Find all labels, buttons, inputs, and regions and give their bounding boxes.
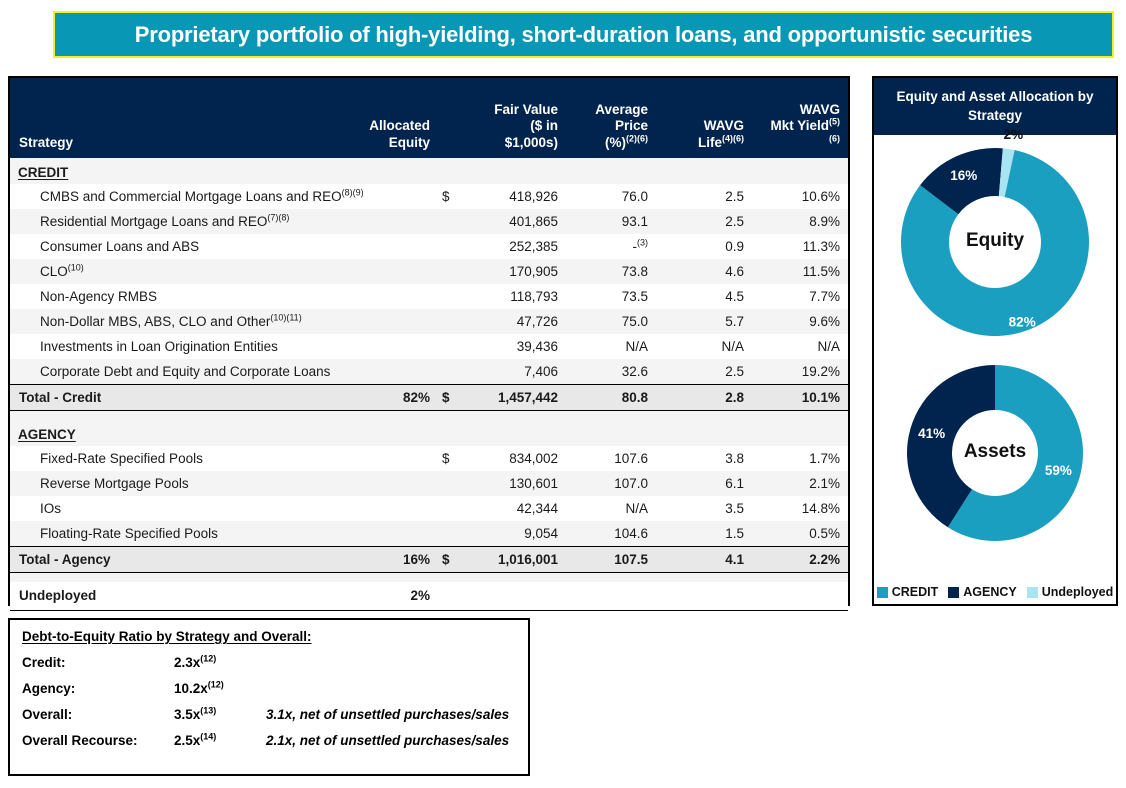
debt-to-equity-label: Overall Recourse: [22,733,138,748]
table-section-spacer [10,410,848,420]
row-fair-value: 252,385 [509,239,558,254]
section-spacer-cell [468,420,566,446]
footnote-marker: (12) [207,679,224,690]
section-spacer-cell [656,420,752,446]
total-allocated-equity: 82% [340,384,438,410]
debt-to-equity-title: Debt-to-Equity Ratio by Strategy and Overall: [22,629,312,644]
donut-slice-label: 16% [950,168,978,184]
portfolio-table-panel [8,76,850,606]
section-spacer-cell [566,158,656,184]
total-label: Total - Credit [10,384,340,410]
spacer-cell [752,410,848,420]
row-allocated-equity [340,496,438,521]
row-allocated-equity [340,259,438,284]
table-undeployed-row [10,582,848,610]
filler-cell [752,610,848,635]
row-fair-value: 47,726 [516,314,558,329]
row-wavg-mkt-yield: 0.5% [809,525,840,541]
spacer-cell [566,410,656,420]
total-average-price: 80.8 [566,384,656,410]
debt-to-equity-note: 2.1x, net of unsettled purchases/sales [266,733,510,748]
slide-title: Proprietary portfolio of high-yielding, short-duration loans, and opportunistic securities [134,21,1033,47]
undeployed-empty-cell [752,582,848,610]
table-row [10,234,848,259]
table-pre-undeployed-spacer [10,572,848,582]
footnote-marker: (3) [637,237,648,248]
row-fair-value: 418,926 [509,189,558,204]
row-fair-value: 834,002 [509,451,558,466]
spacer-cell [10,572,340,582]
row-allocated-equity [340,446,438,471]
total-currency-symbol: $ [438,546,468,572]
row-wavg-life: 4.5 [725,289,744,304]
life-line1: WAVG [703,118,744,134]
row-average-price: 93.1 [621,214,648,229]
table-section-header [10,420,848,446]
section-spacer-cell [438,158,468,184]
spacer-cell [468,410,566,420]
table-body [10,158,848,635]
price-line1: Average [595,101,648,117]
total-wavg-life: 2.8 [656,384,752,410]
row-allocated-equity [340,284,438,309]
row-wavg-life: 5.7 [725,314,744,329]
legend-swatch-icon [877,587,888,598]
row-wavg-life: 4.6 [725,264,744,279]
row-currency-symbol [438,234,468,259]
row-currency-symbol [438,334,468,359]
row-average-price: -$^{(3)}$ [632,237,648,254]
row-label: Non-Dollar MBS, ABS, CLO and Other$^{(10)(11)}$ [40,312,302,329]
column-header-strategy: Strategy [19,134,74,150]
legend-item [1027,585,1114,599]
total-fair-value: 1,457,442 [468,384,566,410]
total-average-price: 107.5 [566,546,656,572]
row-wavg-life: 3.8 [725,451,744,466]
row-label: Non-Agency RMBS [40,289,158,304]
assets-donut-center-label: Assets [963,441,1027,463]
equity-donut-chart [874,127,1116,357]
table-row [10,446,848,471]
debt-to-equity-row [22,681,528,696]
row-allocated-equity [340,471,438,496]
row-fair-value: 130,601 [509,476,558,491]
row-wavg-mkt-yield: 2.1% [809,476,840,491]
alloc-line1: Allocated [369,118,430,134]
yield-footnote-marker: (5)(6) [829,116,840,144]
table-section-header [10,158,848,184]
row-wavg-mkt-yield: 11.3% [802,239,840,254]
row-wavg-mkt-yield: 9.6% [809,314,840,329]
table-row [10,209,848,234]
table-row [10,359,848,384]
row-fair-value: 39,436 [516,339,558,354]
row-label: Corporate Debt and Equity and Corporate Loans [40,363,331,379]
row-allocated-equity [340,334,438,359]
row-currency-symbol [438,471,468,496]
table-row [10,309,848,334]
row-currency-symbol [438,521,468,546]
legend-item [948,585,1016,599]
row-wavg-life: 3.5 [725,501,744,516]
spacer-cell [656,410,752,420]
assets-donut-chart [874,357,1116,557]
price-line3: (%) [605,134,626,150]
row-wavg-life: 1.5 [725,525,744,541]
row-average-price: N/A [625,501,648,516]
row-fair-value: 170,905 [509,264,558,279]
section-spacer-cell [468,158,566,184]
row-allocated-equity [340,209,438,234]
section-spacer-cell [656,158,752,184]
section-spacer-cell [340,158,438,184]
row-currency-symbol [438,496,468,521]
row-allocated-equity [340,309,438,334]
legend-swatch-icon [948,587,959,598]
price-line2: Price [614,118,648,134]
yield-line1: WAVG [799,101,840,117]
row-average-price: 104.6 [614,525,648,541]
table-row [10,496,848,521]
row-label: IOs [40,501,62,516]
row-allocated-equity [340,359,438,384]
section-spacer-cell [752,158,848,184]
row-fair-value: 118,793 [510,289,558,304]
row-wavg-life: 2.5 [725,189,744,204]
table-row [10,521,848,546]
row-currency-symbol [438,209,468,234]
spacer-cell [340,410,438,420]
undeployed-empty-cell [566,582,656,610]
row-label: Investments in Loan Origination Entities [40,339,278,354]
footnote-marker: (8)(9) [341,187,364,198]
row-wavg-mkt-yield: 1.7% [809,451,840,466]
spacer-cell [340,572,438,582]
section-spacer-cell [752,420,848,446]
total-wavg-mkt-yield: 2.2% [752,546,848,572]
debt-to-equity-row [22,707,528,722]
row-fair-value: 42,344 [516,501,558,516]
footnote-marker: (13) [200,705,217,716]
price-footnote-marker: (2)(6) [626,133,648,144]
row-currency-symbol: $ [442,451,450,466]
debt-to-equity-value: $3.5x^{(13)}$ [174,705,217,722]
debt-to-equity-row [22,655,528,670]
slide-banner [53,11,1114,58]
column-header-allocated-equity [340,78,438,158]
legend-label: Undeployed [1041,585,1114,599]
debt-to-equity-value: $2.5x^{(14)}$ [174,731,217,748]
allocation-charts-panel [872,76,1118,606]
row-average-price: 75.0 [621,314,648,329]
row-wavg-life: 0.9 [725,239,744,254]
row-currency-symbol: $ [442,189,450,204]
spacer-cell [438,572,468,582]
table-total-row [10,384,848,410]
alloc-line2: Equity [388,134,430,150]
spacer-cell [10,410,340,420]
row-wavg-life: 6.1 [725,476,744,491]
row-currency-symbol [438,359,468,384]
life-line2: Life [697,134,722,150]
row-label: Fixed-Rate Specified Pools [40,451,203,466]
allocation-charts-title: Equity and Asset Allocation by Strategy [874,78,1116,135]
row-label: Reverse Mortgage Pools [40,476,189,491]
equity-donut-center-label: Equity [965,230,1025,252]
filler-cell [566,610,656,635]
undeployed-empty-cell [656,582,752,610]
total-currency-symbol: $ [438,384,468,410]
section-title-cell [10,420,340,446]
debt-to-equity-label: Overall: [22,707,73,722]
debt-to-equity-label: Credit: [22,655,66,670]
debt-to-equity-value: $10.2x^{(12)}$ [174,679,224,696]
row-currency-symbol [438,284,468,309]
section-title-cell [10,158,340,184]
row-wavg-life: N/A [721,339,744,354]
row-wavg-mkt-yield: 7.7% [809,289,840,304]
footnote-marker: (14) [200,731,217,742]
legend-item [877,585,939,599]
table-header [10,78,848,158]
spacer-cell [468,572,566,582]
section-title: AGENCY [18,427,76,442]
row-label: CLO$^{(10)}$ [40,262,84,279]
table-row [10,259,848,284]
undeployed-empty-cell [468,582,566,610]
row-average-price: N/A [625,339,648,354]
debt-to-equity-value: $2.3x^{(12)}$ [174,653,217,670]
debt-to-equity-row [22,733,528,748]
fv-line1: Fair Value [494,101,558,117]
legend-label: AGENCY [963,585,1017,599]
spacer-cell [566,572,656,582]
section-title: CREDIT [18,165,69,180]
row-wavg-mkt-yield: 11.5% [802,264,840,279]
total-allocated-equity: 16% [340,546,438,572]
fv-line2: ($ in $1,000s) [504,118,558,150]
legend-swatch-icon [1027,587,1038,598]
row-average-price: 107.6 [614,451,648,466]
column-header-fair-value [468,78,566,158]
footnote-marker: (7)(8) [267,212,290,223]
debt-to-equity-rows [22,655,528,748]
row-wavg-mkt-yield: 8.9% [809,214,840,229]
footnote-marker: (12) [200,653,217,664]
debt-to-equity-note: 3.1x, net of unsettled purchases/sales [266,707,510,722]
row-currency-symbol [438,259,468,284]
row-fair-value: 7,406 [524,363,558,379]
row-fair-value: 401,865 [509,214,558,229]
footnote-marker: (10) [67,262,84,273]
row-currency-symbol [438,309,468,334]
column-header-average-price [566,78,656,158]
donut-slice-label: 82% [1008,314,1036,330]
column-header-wavg-mkt-yield [752,78,848,158]
row-average-price: 32.6 [621,363,648,379]
section-spacer-cell [340,420,438,446]
portfolio-table [10,78,848,635]
spacer-cell [438,410,468,420]
total-label: Total - Agency [10,546,340,572]
row-average-price: 73.8 [621,264,648,279]
column-header-currency-spacer [438,78,468,158]
row-label: Floating-Rate Specified Pools [40,525,218,541]
row-label: CMBS and Commercial Mortgage Loans and $REO^{(8)(9)}$ [40,187,364,204]
row-average-price: 76.0 [621,189,648,204]
row-fair-value: 9,054 [524,525,558,541]
row-average-price: 73.5 [621,289,648,304]
row-allocated-equity [340,521,438,546]
legend-label: CREDIT [891,585,939,599]
row-label: Residential Mortgage Loans and $REO^{(7)(8)}$ [40,212,290,229]
row-wavg-mkt-yield: N/A [817,339,840,354]
filler-cell [656,610,752,635]
table-row [10,284,848,309]
debt-to-equity-label: Agency: [22,681,76,696]
section-spacer-cell [438,420,468,446]
row-average-price: 107.0 [614,476,648,491]
total-wavg-life: 4.1 [656,546,752,572]
life-footnote-marker: (4)(6) [722,133,744,144]
allocation-chart-legend [874,585,1116,599]
total-wavg-mkt-yield: 10.1% [752,384,848,410]
row-allocated-equity [340,234,438,259]
column-header-wavg-life [656,78,752,158]
table-row [10,471,848,496]
spacer-cell [752,572,848,582]
row-wavg-mkt-yield: 10.6% [801,189,840,204]
donut-slice-label: 2% [1003,127,1024,143]
row-wavg-mkt-yield: 14.8% [801,501,840,516]
spacer-cell [656,572,752,582]
footnote-marker: (10)(11) [270,312,302,323]
undeployed-empty-cell [438,582,468,610]
section-spacer-cell [566,420,656,446]
row-wavg-life: 2.5 [725,214,744,229]
table-row [10,184,848,209]
row-wavg-mkt-yield: 19.2% [801,363,840,379]
row-label: Consumer Loans and ABS [40,239,200,254]
yield-line2: Mkt Yield [770,118,829,134]
table-row [10,334,848,359]
total-fair-value: 1,016,001 [468,546,566,572]
row-wavg-life: 2.5 [725,363,744,379]
undeployed-allocated-equity: 2% [340,582,438,610]
undeployed-label: Undeployed [10,582,340,610]
donut-slice-label: 41% [918,426,946,442]
table-total-row [10,546,848,572]
debt-to-equity-box [8,618,530,776]
donut-slice-label: 59% [1044,463,1072,479]
